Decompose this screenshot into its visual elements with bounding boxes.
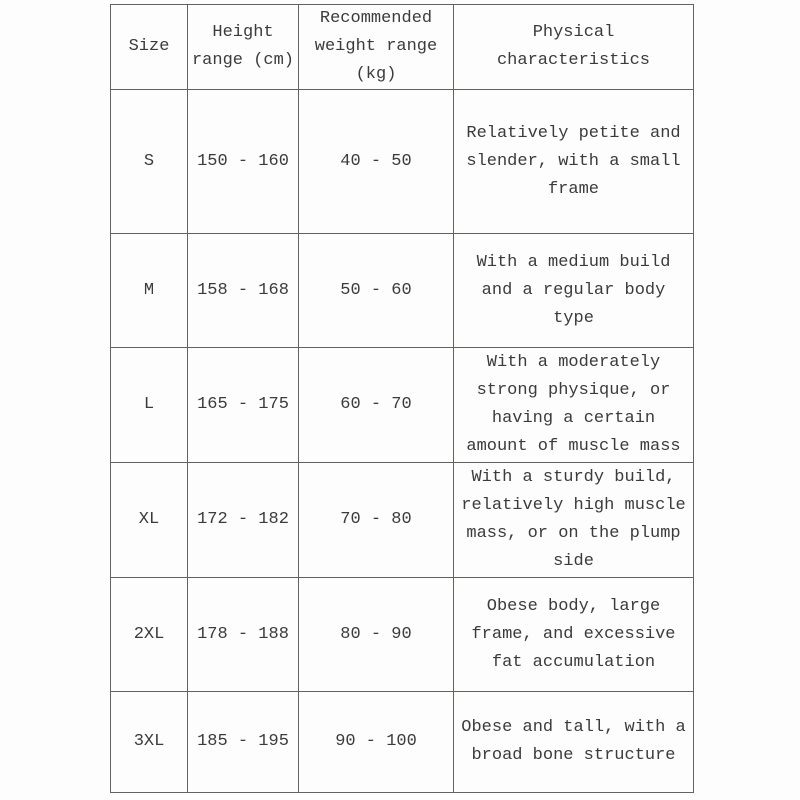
size-cell: 3XL — [111, 692, 188, 793]
height-range-cell: 172 - 182 — [188, 463, 299, 578]
size-cell: M — [111, 234, 188, 348]
table-row — [111, 578, 694, 692]
height-range-cell: 150 - 160 — [188, 90, 299, 234]
weight-range-cell: 40 - 50 — [299, 90, 454, 234]
header-row — [111, 5, 694, 90]
physical-characteristics-cell: With a medium build and a regular body type — [454, 234, 694, 348]
physical-characteristics-cell: Obese and tall, with a broad bone structure — [454, 692, 694, 793]
weight-range-cell: 50 - 60 — [299, 234, 454, 348]
size-chart-table — [110, 4, 694, 793]
height-range-cell: 178 - 188 — [188, 578, 299, 692]
size-cell: 2XL — [111, 578, 188, 692]
table-row — [111, 90, 694, 234]
weight-range-cell: 90 - 100 — [299, 692, 454, 793]
height-range-cell: 185 - 195 — [188, 692, 299, 793]
weight-range-cell: 70 - 80 — [299, 463, 454, 578]
header-physical-characteristics: Physical characteristics — [454, 5, 694, 90]
table-row — [111, 463, 694, 578]
weight-range-cell: 60 - 70 — [299, 348, 454, 463]
table-row — [111, 348, 694, 463]
height-range-cell: 165 - 175 — [188, 348, 299, 463]
table-row — [111, 692, 694, 793]
size-cell: L — [111, 348, 188, 463]
table-row — [111, 234, 694, 348]
size-cell: XL — [111, 463, 188, 578]
weight-range-cell: 80 - 90 — [299, 578, 454, 692]
physical-characteristics-cell: With a sturdy build, relatively high muscle mass, or on the plump side — [454, 463, 694, 578]
physical-characteristics-cell: With a moderately strong physique, or having a certain amount of muscle mass — [454, 348, 694, 463]
header-height-range: Height range (cm) — [188, 5, 299, 90]
physical-characteristics-cell: Relatively petite and slender, with a small frame — [454, 90, 694, 234]
height-range-cell: 158 - 168 — [188, 234, 299, 348]
header-size: Size — [111, 5, 188, 90]
header-weight-range: Recommended weight range (kg) — [299, 5, 454, 90]
size-cell: S — [111, 90, 188, 234]
physical-characteristics-cell: Obese body, large frame, and excessive fat accumulation — [454, 578, 694, 692]
